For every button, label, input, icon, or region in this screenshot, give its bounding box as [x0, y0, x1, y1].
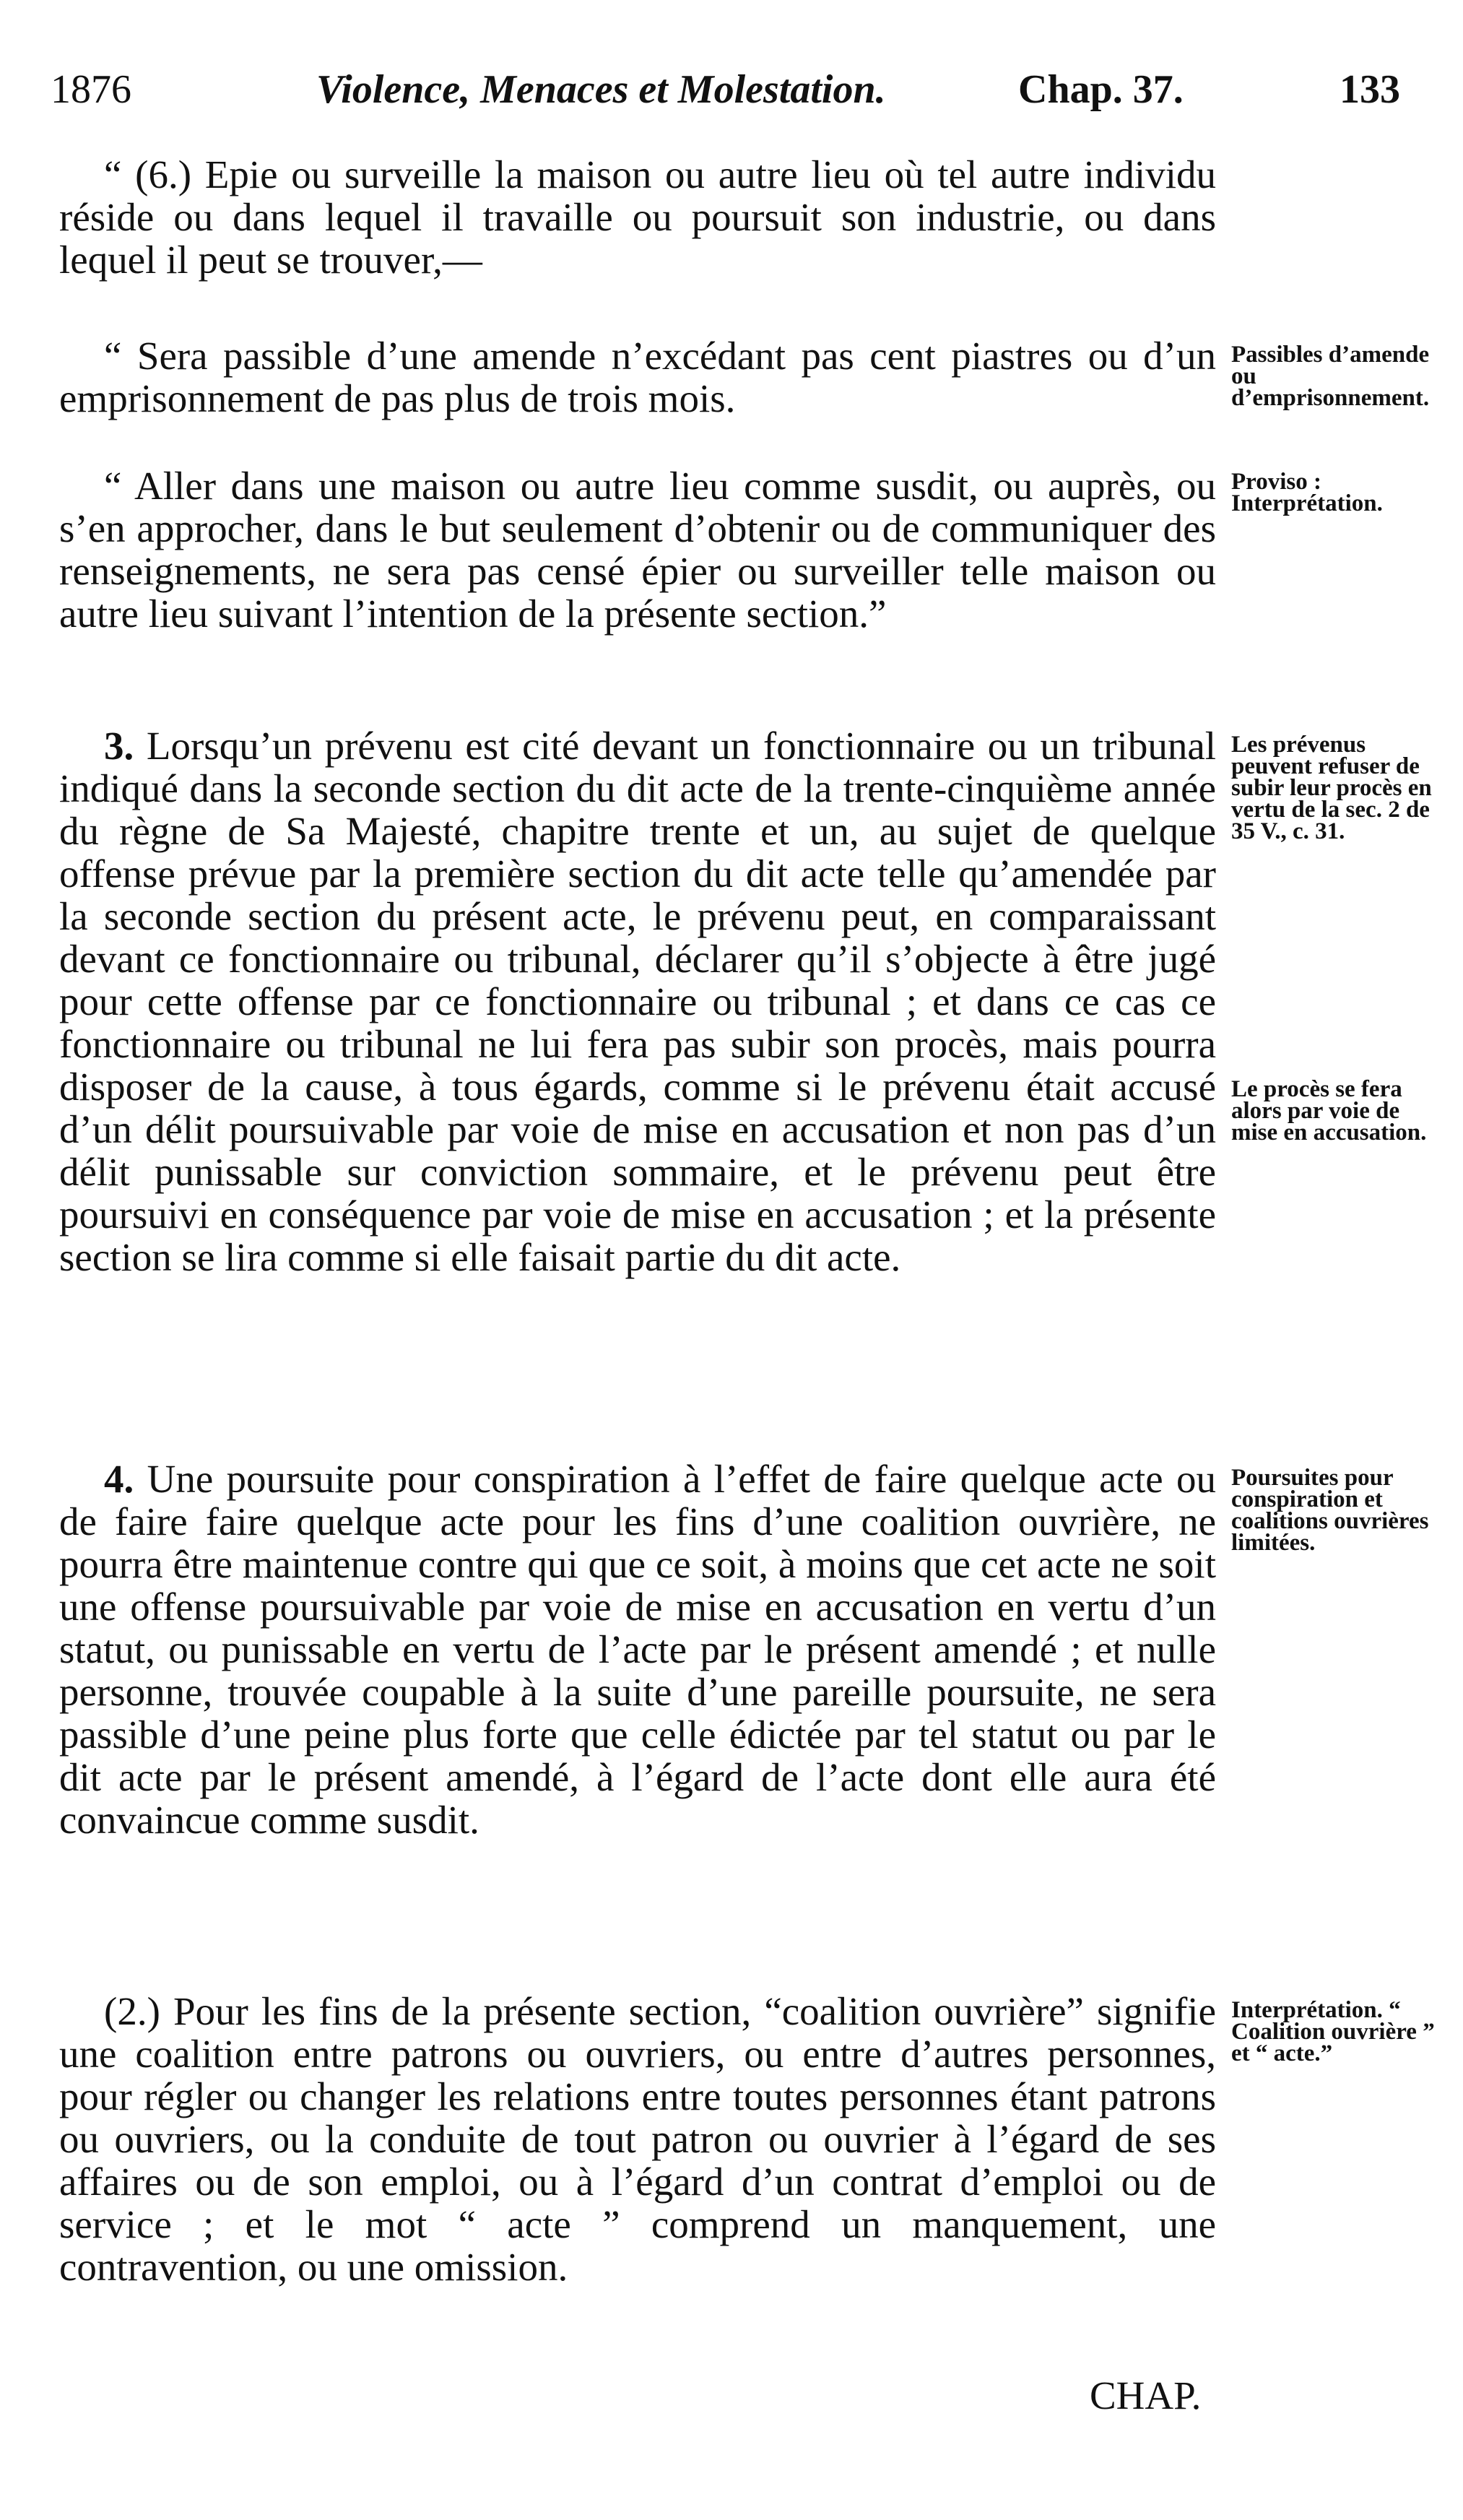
margin-note-proviso: Proviso : Interprétation. [1231, 469, 1383, 516]
paragraph-text: (2.) Pour les fins de la présente section, “coalition ouvrière” signifie une coalition entre patrons ou ouvriers, ou entre d’autres personnes, pour régler ou changer les relations entre toutes personnes étant patrons ou ouvriers, ou la conduite de tout patron ou ouvrier à l’égard de ses affaires ou de son emploi, ou à l’égard d’un contrat d’emploi ou de service ; et le mot “ acte ” comprend un manquement, une contravention, ou une omission. [59, 1989, 1216, 2289]
header-chapter: Chap. 37. [1018, 67, 1184, 112]
paragraph-penalty [59, 334, 1216, 420]
catchword: CHAP. [1090, 2373, 1202, 2417]
paragraph-clause-6 [59, 153, 1216, 281]
paragraph-text: “ (6.) Epie ou surveille la maison ou autre lieu où tel autre individu réside ou dans lequel il travaille ou poursuit son industrie, ou dans lequel il peut se trouver,— [59, 152, 1216, 282]
paragraph-text: Une poursuite pour conspiration à l’effet de faire quelque acte ou de faire faire quelque acte pour les fins d’une coalition ouvrière, ne pourra être maintenue contre qui que ce soit, à moins que cet acte ne soit une offense poursuivable par voie de mise en accusation en vertu d’un statut, ou punissable en vertu de l’acte par le présent amendé ; et nulle personne, trouvée coupable à la suite d’une pareille poursuite, ne sera passible d’une peine plus forte que celle édictée par tel statut ou par le dit acte par le présent amendé, à l’égard de l’acte dont elle aura été convaincue comme susdit. [59, 1457, 1216, 1842]
paragraph-text: Lorsqu’un prévenu est cité devant un fonctionnaire ou un tribunal indiqué dans la seconde section du dit acte de la trente-cinquième année du règne de Sa Majesté, chapitre trente et un, au sujet de quelque offense prévue par la première section du dit acte telle qu’amendée par la seconde section du présent acte, le prévenu peut, en comparaissant devant ce fonctionnaire ou tribunal, déclarer qu’il s’objecte à être jugé pour cette offense par ce fonctionnaire ou tribunal ; et dans ce cas ce fonctionnaire ou tribunal ne lui fera pas subir son procès, mais pourra disposer de la cause, à tous égards, comme si le prévenu était accusé d’un délit poursuivable par voie de mise en accusation et non pas d’un délit punissable sur conviction sommaire, et le prévenu peut être poursuivi en conséquence par voie de mise en accusation ; et la présente section se lira comme si elle faisait partie du dit acte. [59, 724, 1217, 1279]
section-3 [59, 724, 1216, 1278]
paragraph-proviso [59, 464, 1216, 635]
section-number: 3. [104, 724, 134, 768]
margin-note-conspiracy: Poursuites pour conspiration et coalitions ouvrières limitées. [1231, 1465, 1429, 1556]
margin-note-refusal: Les prévenus peuvent refuser de subir leur procès en vertu de la sec. 2 de 35 V., c. 31. [1231, 732, 1432, 844]
paragraph-text: “ Aller dans une maison ou autre lieu comme susdit, ou auprès, ou s’en approcher, dans le but seulement d’obtenir ou de communiquer des renseignements, ne sera pas censé épier ou surveiller telle maison ou autre lieu suivant l’intention de la présente section.” [59, 464, 1216, 636]
header-year: 1876 [51, 67, 131, 112]
section-4-clause-2 [59, 1990, 1216, 2288]
header-page-number: 133 [1340, 67, 1400, 112]
section-4 [59, 1458, 1216, 1841]
margin-note-interpretation: Interprétation. “ Coalition ouvrière ” et “ acte.” [1231, 1997, 1435, 2066]
margin-note-indictment: Le procès se fera alors par voie de mise en accusation. [1231, 1076, 1427, 1146]
margin-note-penalties: Passibles d’amende ou d’emprisonnement. [1231, 342, 1430, 411]
section-number: 4. [104, 1457, 134, 1501]
paragraph-text: “ Sera passible d’une amende n’excédant pas cent piastres ou d’un emprisonnement de pas plus de trois mois. [59, 334, 1216, 420]
running-header [51, 66, 1415, 124]
header-title: Violence, Menaces et Molestation. [316, 67, 886, 112]
